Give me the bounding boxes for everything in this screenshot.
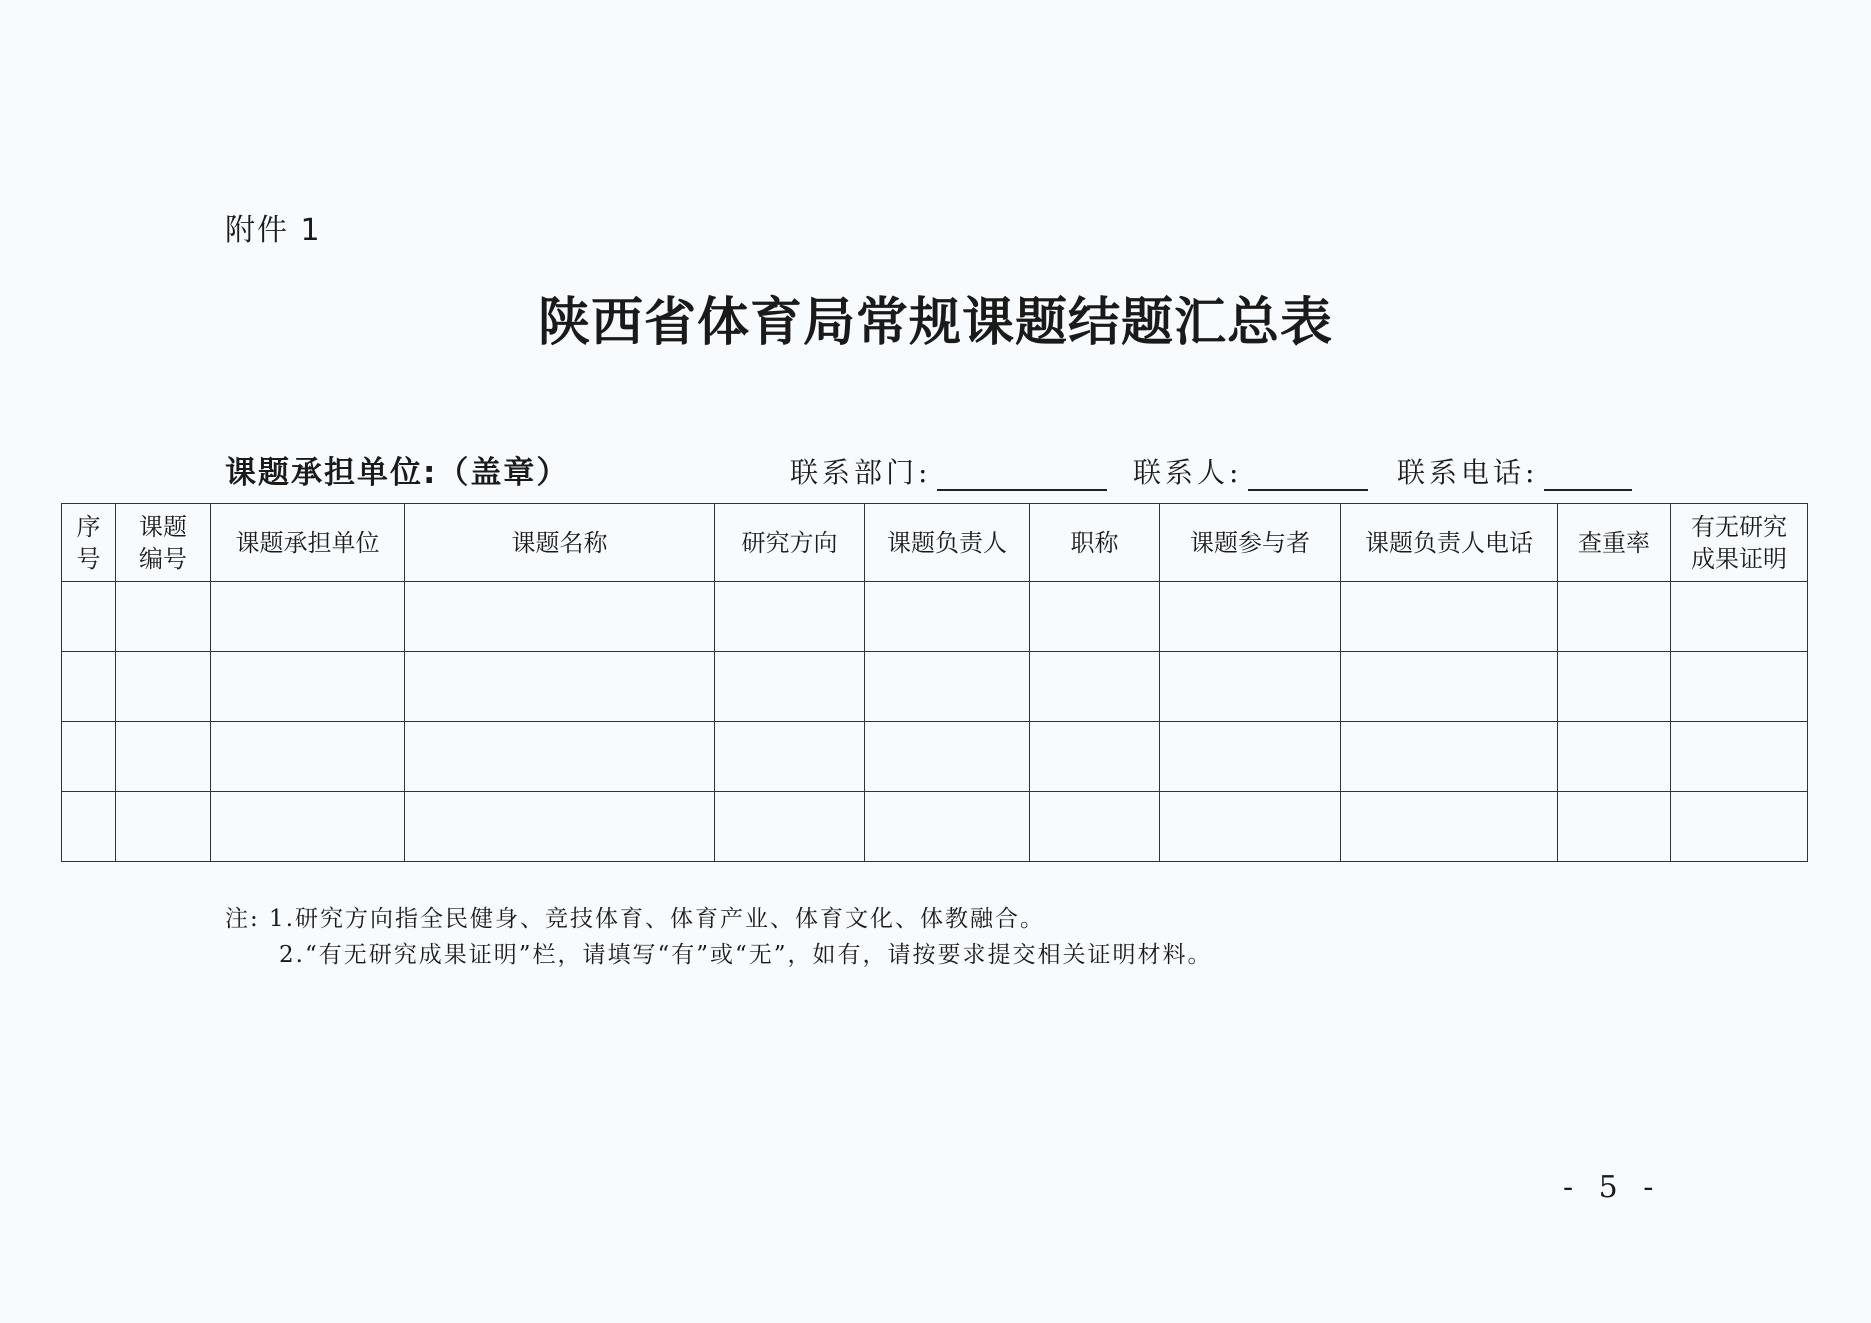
column-header	[1160, 504, 1341, 582]
table-cell[interactable]	[211, 652, 405, 722]
department-blank-field[interactable]	[937, 459, 1107, 491]
table-cell[interactable]	[211, 722, 405, 792]
table-cell[interactable]	[865, 792, 1030, 862]
column-header-text: 课题负责人	[887, 528, 1007, 557]
table-cell[interactable]	[1671, 652, 1808, 722]
table-cell[interactable]	[715, 722, 865, 792]
table-cell[interactable]	[405, 582, 715, 652]
column-header-text: 编号	[139, 544, 187, 573]
column-header	[1671, 504, 1808, 582]
table-row	[62, 582, 1808, 652]
contact-department	[790, 451, 1107, 491]
table-cell[interactable]	[1341, 582, 1558, 652]
table-cell[interactable]	[211, 582, 405, 652]
contact-person-label: 联系人:	[1133, 456, 1243, 489]
column-header	[62, 504, 116, 582]
table-cell[interactable]	[1558, 652, 1671, 722]
table-cell[interactable]	[1160, 652, 1341, 722]
table-header-row	[62, 504, 1808, 582]
page-number: - 5 -	[1563, 1170, 1662, 1205]
contact-phone	[1397, 451, 1632, 491]
column-header	[405, 504, 715, 582]
department-label: 联系部门:	[790, 456, 932, 489]
column-header-text: 课题负责人电话	[1365, 528, 1533, 557]
table-cell[interactable]	[62, 652, 116, 722]
column-header	[715, 504, 865, 582]
table-row	[62, 722, 1808, 792]
column-header-text: 查重率	[1578, 528, 1650, 557]
table-cell[interactable]	[1030, 652, 1160, 722]
column-header-text: 有无研究	[1691, 512, 1787, 541]
table-cell[interactable]	[715, 792, 865, 862]
note-line-2: 2.“有无研究成果证明”栏，请填写“有”或“无”，如有，请按要求提交相关证明材料。	[279, 942, 1213, 968]
column-header-text: 成果证明	[1691, 544, 1787, 573]
notes-section	[225, 901, 1213, 973]
table-cell[interactable]	[116, 582, 211, 652]
table-cell[interactable]	[1160, 722, 1341, 792]
table-cell[interactable]	[116, 722, 211, 792]
table-cell[interactable]	[865, 582, 1030, 652]
table-cell[interactable]	[865, 652, 1030, 722]
column-header-text: 课题参与者	[1190, 528, 1310, 557]
table-body	[62, 582, 1808, 862]
table-cell[interactable]	[1160, 792, 1341, 862]
table-cell[interactable]	[116, 792, 211, 862]
table-cell[interactable]	[1341, 792, 1558, 862]
table-cell[interactable]	[1671, 582, 1808, 652]
phone-blank-field[interactable]	[1544, 459, 1632, 491]
table-row	[62, 792, 1808, 862]
table-cell[interactable]	[1341, 722, 1558, 792]
column-header-text: 课题名称	[511, 528, 608, 557]
table-cell[interactable]	[1671, 792, 1808, 862]
table-cell[interactable]	[1558, 792, 1671, 862]
table-cell[interactable]	[116, 652, 211, 722]
column-header-text: 序	[76, 512, 101, 541]
table-row	[62, 652, 1808, 722]
table-cell[interactable]	[1671, 722, 1808, 792]
column-header-text: 职称	[1070, 528, 1119, 557]
table-cell[interactable]	[1030, 722, 1160, 792]
table-cell[interactable]	[1030, 792, 1160, 862]
column-header	[1558, 504, 1671, 582]
column-header-text: 课题	[139, 512, 187, 541]
column-header-text: 号	[76, 544, 101, 573]
table-cell[interactable]	[1558, 582, 1671, 652]
summary-table	[61, 503, 1808, 862]
table-cell[interactable]	[62, 792, 116, 862]
undertaking-unit-label: 课题承担单位:（盖章）	[225, 455, 570, 491]
column-header	[116, 504, 211, 582]
column-header	[865, 504, 1030, 582]
table-cell[interactable]	[715, 582, 865, 652]
contact-person-blank-field[interactable]	[1248, 459, 1368, 491]
table-cell[interactable]	[1160, 582, 1341, 652]
table-cell[interactable]	[405, 722, 715, 792]
table-cell[interactable]	[405, 792, 715, 862]
table-cell[interactable]	[1341, 652, 1558, 722]
table-cell[interactable]	[1030, 582, 1160, 652]
header-info-row	[225, 447, 1645, 491]
table-cell[interactable]	[211, 792, 405, 862]
note-line-1: 注: 1.研究方向指全民健身、竞技体育、体育产业、体育文化、体教融合。	[225, 906, 1046, 932]
column-header	[211, 504, 405, 582]
column-header	[1030, 504, 1160, 582]
document-title: 陕西省体育局常规课题结题汇总表	[537, 292, 1333, 353]
table-cell[interactable]	[715, 652, 865, 722]
column-header-text: 课题承担单位	[235, 528, 380, 557]
table-cell[interactable]	[865, 722, 1030, 792]
column-header	[1341, 504, 1558, 582]
table-cell[interactable]	[62, 722, 116, 792]
table-cell[interactable]	[62, 582, 116, 652]
column-header-text: 研究方向	[741, 528, 838, 557]
attachment-label: 附件 1	[225, 213, 322, 248]
phone-label: 联系电话:	[1397, 456, 1539, 489]
contact-person	[1133, 451, 1368, 491]
table-cell[interactable]	[1558, 722, 1671, 792]
table-cell[interactable]	[405, 652, 715, 722]
